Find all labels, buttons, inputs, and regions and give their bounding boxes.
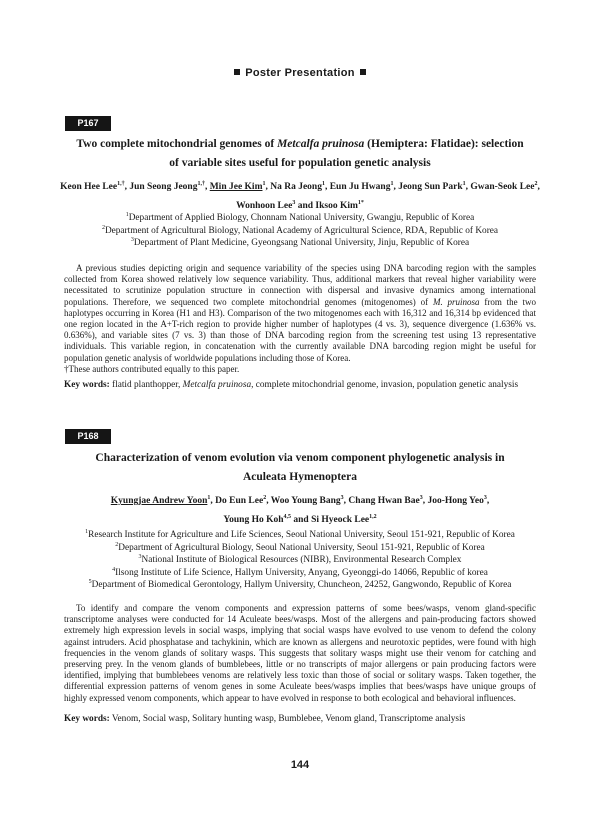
affiliation-list-p168 <box>60 529 540 592</box>
author: Young Ho Koh$^{4,5}$ <box>223 513 292 525</box>
affiliation: $^4$Ilsong Institute of Life Science, Hallym University, Anyang, Gyeonggi-do 14066, Republic of korea <box>112 566 488 578</box>
author: Iksoo Kim$^{1*}$ <box>315 199 364 211</box>
abstract-p168 <box>64 603 536 704</box>
author-list-p167: Keon Hee Lee$^{1,\dagger}$, Jun Seong Jeong$^{1,\dagger}$, Min Jee Kim$^1$, Na Ra Jeong$^1$, Eun Ju Hwang$^1$, Jeong Sun Park$^1$, Gwan-Seok Lee$^2$, Wonhoon Lee$^3$ and Iksoo Kim$^{1*}$ <box>60 180 540 211</box>
species-name: Metcalfa pruinosa <box>182 380 252 390</box>
poster-title-p167 <box>60 135 540 173</box>
poster-title-p168 <box>60 449 540 487</box>
keywords-p167: Key words: flatid planthopper, Metcalfa pruinosa, complete mitochondrial genome, invasion, population genetic analysis <box>64 380 519 390</box>
affiliation: $^2$Department of Agricultural Biology, Seoul National University, Seoul 151-921, Republic of Korea <box>115 541 485 553</box>
title-text: Characterization of venom evolution via venom component phylogenetic analysis in <box>95 452 505 464</box>
author-conjunction: and <box>297 201 314 211</box>
affiliation: $^3$National Institute of Biological Resources (NIBR), Environmental Research Complex <box>138 554 462 566</box>
author: Jun Seong Jeong$^{1,\dagger}$ <box>129 180 205 192</box>
author: Woo Young Bang$^3$ <box>270 494 344 506</box>
affiliation-list-p167 <box>60 212 540 250</box>
title-text: Two complete mitochondrial genomes of <box>76 138 278 150</box>
author: Keon Hee Lee$^{1,\dagger}$ <box>60 180 125 192</box>
keywords-label: Key words: <box>64 714 110 724</box>
author-presenter: Min Jee Kim <box>209 182 263 192</box>
keywords-p168: Key words: Venom, Social wasp, Solitary hunting wasp, Bumblebee, Venom gland, Transcriptome analysis <box>64 714 466 724</box>
author: Chang Hwan Bae$^3$ <box>348 494 423 506</box>
poster-badge-p167: P167 <box>65 116 111 131</box>
keywords-label: Key words: <box>64 380 110 390</box>
author: Jeong Sun Park$^1$ <box>398 180 466 192</box>
author-presenter: Kyungjae Andrew Yoon <box>110 496 208 506</box>
author: Gwan-Seok Lee$^2$ <box>470 180 538 192</box>
page-number: 144 <box>290 759 310 771</box>
affiliation: $^5$Department of Biomedical Gerontology, Hallym University, Chuncheon, 24252, Gangwondo, Republic of Korea <box>88 579 512 591</box>
abstract-p167 <box>64 263 536 375</box>
author: Wonhoon Lee$^3$ <box>236 199 296 211</box>
square-bullet-icon <box>360 69 366 75</box>
title-text: (Hemiptera: Flatidae): selection <box>364 138 524 150</box>
author-list-p168: Kyungjae Andrew Yoon$^1$, Do Eun Lee$^2$, Woo Young Bang$^3$, Chang Hwan Bae$^3$, Joo-Hong Yeo$^3$, Young Ho Koh$^{4,5}$ and Si Hyeock Lee$^{1,2}$ <box>110 494 490 525</box>
square-bullet-icon <box>234 69 240 75</box>
author: Joo-Hong Yeo$^3$ <box>427 494 487 506</box>
equal-contribution-note: †These authors contributed equally to this paper. <box>64 363 240 374</box>
title-text: Aculeata Hymenoptera <box>242 471 358 483</box>
affiliation: $^1$Research Institute for Agriculture and Life Sciences, Seoul National University, Seoul 151-921, Republic of Korea <box>85 528 515 540</box>
affiliation: $^3$Department of Plant Medicine, Gyeongsang National University, Jinju, Republic of Korea <box>130 237 470 249</box>
title-species-name: Metcalfa pruinosa <box>277 138 365 150</box>
author: Eun Ju Hwang$^1$ <box>329 180 394 192</box>
abstract-paragraph: To identify and compare the venom components and expression patterns of some bees/wasps, venom gland-specific transcriptome analyses were conducted for 14 Aculeate bees/wasps. Most of the allergens and pain-producing factors showed extremely high expression levels in social wasps, implying that social wasps have evolved to use venom to defend the colony against intruders. Acid phosphatase and tachykinin, which are known as allergens and neurotoxic peptides, were found with high frequencies in the venom glands of solitary wasps. This suggests that solitary wasps might use their venom for catching and preserving prey. In the venom glands of bumblebees, little or no transcripts of major allergens or pain producing factors were identified, implying that bumblebees venoms are relatively less toxic than those of social or solitary wasps. Taken together, the differential expression patterns of venom genes in some Aculeate bees/wasps implies that bees/wasps have unique groups of highly expressed venom components, which appear to have evolved in response to both ecological and behavioral influences. <box>64 603 536 703</box>
author-conjunction: and <box>293 515 309 525</box>
species-name: M. pruinosa <box>432 296 480 307</box>
poster-badge-p168: P168 <box>65 429 111 444</box>
affiliation: $^2$Department of Agricultural Biology, National Academy of Agricultural Science, RDA, Republic of Korea <box>101 224 499 236</box>
author: Do Eun Lee$^2$ <box>215 494 267 506</box>
author: Na Ra Jeong$^1$ <box>270 180 325 192</box>
title-text: of variable sites useful for population genetic analysis <box>169 157 431 169</box>
section-header-title: Poster Presentation <box>245 67 355 79</box>
author: Si Hyeock Lee$^{1,2}$ <box>311 513 377 525</box>
abstract-paragraph: A previous studies depicting origin and sequence variability of the species using DNA barcoding region with the samples collected from Korea showed relatively low sequence variability. Thus, additional markers that reveal higher variability were necessitated to scrutinize population structure in connection with dispersal and invasive dynamics among international populations. Therefore, we sequenced two complete mitochondrial genomes (mitogenomes) of M. pruinosa from the two haplotypes occurring in Korea (H1 and H3). Comparison of the two mitogenomes each with 16,312 and 16,314 bp evidenced that one region located in the A+T-rich region to provide higher number of haplotypes (4 vs. 3), sequence divergence (1.636% vs. 0.636%), and variable sites (7 vs. 3) than those of DNA barcoding region from the screening test using 13 representative individuals. This variable region, in concatenation with the currently available DNA barcoding region might be useful for population genetic analysis of worldwide populations including those of Korea. <box>64 263 536 363</box>
section-header <box>0 67 600 79</box>
affiliation: $^1$Department of Applied Biology, Chonnam National University, Gwangju, Republic of Korea <box>125 211 475 223</box>
